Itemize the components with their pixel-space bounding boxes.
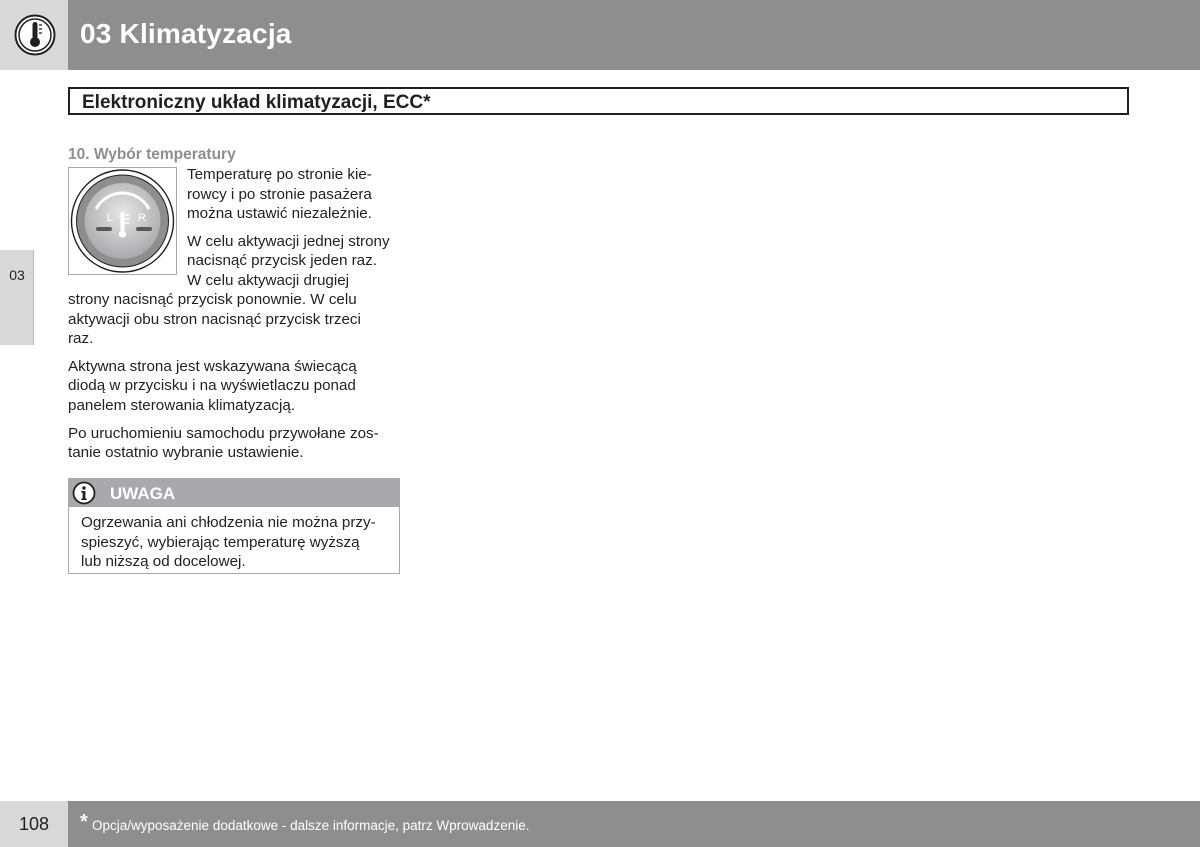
note-box <box>68 478 400 574</box>
note-text-line: Ogrzewania ani chłodzenia nie można przy- <box>81 514 376 531</box>
body-text-line: strony nacisnąć przycisk ponownie. W celu <box>68 291 357 308</box>
temperature-button-figure <box>68 167 177 275</box>
body-text-line: aktywacji obu stron nacisnąć przycisk trzeci <box>68 311 361 328</box>
body-text-line: Po uruchomieniu samochodu przywołane zos- <box>68 425 379 442</box>
note-title: UWAGA <box>110 484 176 503</box>
body-text-line: W celu aktywacji drugiej <box>187 272 350 289</box>
footnote-star: * <box>80 811 88 833</box>
subheading: 10. Wybór temperatury <box>68 146 236 163</box>
note-text <box>81 513 397 572</box>
body-text-line: rowcy i po stronie pasażera <box>187 186 372 203</box>
right-side-label: R <box>138 212 146 224</box>
body-text-line: raz. <box>68 330 94 347</box>
chapter-side-tab <box>0 250 34 345</box>
temperature-selector-button-icon <box>69 168 176 274</box>
footer-bar <box>68 801 1200 847</box>
section-title: Elektroniczny układ klimatyzacji, ECC* <box>82 92 431 113</box>
body-text-line: W celu aktywacji jednej strony <box>187 233 390 250</box>
body-text-line: nacisnąć przycisk jeden raz. <box>187 252 377 269</box>
chapter-side-tab-label: 03 <box>9 267 25 283</box>
body-text-line: Aktywna strona jest wskazywana świecącą <box>68 358 357 375</box>
body-text-line: Temperaturę po stronie kie- <box>187 166 372 183</box>
chapter-title: 03 Klimatyzacja <box>80 18 292 49</box>
body-text-line: tanie ostatnio wybranie ustawienie. <box>68 444 304 461</box>
info-icon <box>72 481 96 505</box>
thermometer-icon <box>14 14 56 56</box>
note-text-line: lub niższą od docelowej. <box>81 553 246 570</box>
footnote-text: Opcja/wyposażenie dodatkowe - dalsze informacje, patrz Wprowadzenie. <box>92 818 530 833</box>
body-text-line: panelem sterowania klimatyzacją. <box>68 397 296 414</box>
body-text-line: można ustawić niezależnie. <box>187 205 372 222</box>
page-number: 108 <box>18 814 50 834</box>
footer-page-area <box>0 801 68 847</box>
body-text-line: diodą w przycisku i na wyświetlaczu ponad <box>68 377 356 394</box>
left-side-label: L <box>107 212 114 224</box>
note-text-line: spieszyć, wybierając temperaturę wyższą <box>81 533 360 551</box>
section-title-box <box>68 87 1129 115</box>
note-header <box>69 479 399 507</box>
header-icon-area <box>0 0 68 70</box>
